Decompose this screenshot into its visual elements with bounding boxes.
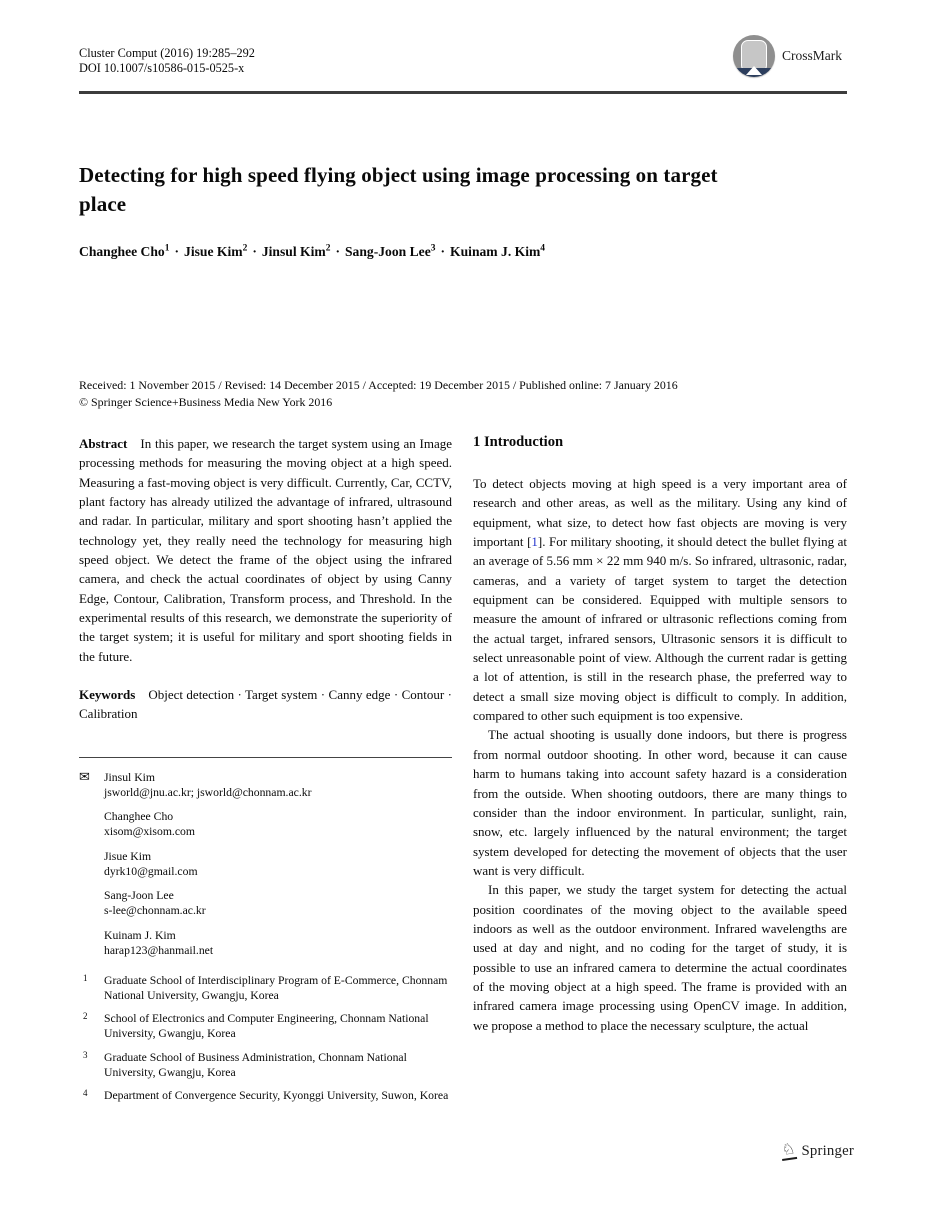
received-revised-accepted: Received: 1 November 2015 / Revised: 14 December 2015 / Accepted: 19 December 2015 / Published online: 7 January 2016 bbox=[79, 378, 678, 392]
springer-logo bbox=[780, 1139, 855, 1160]
springer-label: Springer bbox=[801, 1143, 855, 1159]
crossmark-label: CrossMark bbox=[782, 48, 842, 63]
doi: DOI 10.1007/s10586-015-0525-x bbox=[79, 61, 245, 75]
author-name: Jinsul Kim$^2$ bbox=[261, 243, 331, 259]
copyright-line: © Springer Science+Business Media New York 2016 bbox=[79, 394, 333, 409]
intro-paragraph-1: To detect objects moving at high speed is a very important area of research and other areas, as well as the military. Using any kind of equipment, what size, to detect how fast objects are moving is very important [1]. For military shooting, it should detect the bullet flying at an average of 5.56 mm × 22 mm 940 m/s. So infrared, ultrasonic, radar, cameras, and a variety of target system to target the detection equipment can be considered. Equipped with multiple sensors to measure the amount of infrared or ultrasonic reflections coming from the actual target, infrared sensors, Ultrasonic sensors it is difficult to select unreasonable point of view. Although the current radar is getting a lot of attention, is still in the research phase, the preferred way to detect a small size moving object is difficult to comply. In addition, compared to other such equipment is too expensive. bbox=[473, 476, 847, 724]
article-body bbox=[79, 434, 847, 1112]
affiliation bbox=[79, 1088, 452, 1103]
affiliation-text: Department of Convergence Security, Kyonggi University, Suwon, Korea bbox=[104, 1089, 449, 1103]
author-separator: · bbox=[252, 243, 257, 259]
contact-email: xisom@xisom.com bbox=[104, 825, 195, 839]
abstract bbox=[79, 434, 452, 666]
intro-paragraph-2: The actual shooting is usually done indoors, but there is progress from normal outdoor shooting. In other word, because it can cause harm to humans taking into account safety hazard is a consideration from the outside. When shooting outdoors, there are many things to consider than the indoor environment. In particular, sunlight, rain, snow, etc. largely influenced by the natural environment; the target system developed for detecting the movement of objects that the user want is very difficult. bbox=[473, 727, 847, 878]
contact-name: Sang-Joon Lee bbox=[104, 889, 174, 903]
affiliation-text: Graduate School of Business Administration, Chonnam National University, Gwangju, Korea bbox=[104, 1050, 407, 1079]
author-name: Sang-Joon Lee$^3$ bbox=[345, 243, 436, 259]
contact-name: Jinsul Kim bbox=[104, 770, 155, 784]
keywords bbox=[79, 685, 452, 724]
header-divider bbox=[79, 91, 847, 94]
contact-email: dyrk10@gmail.com bbox=[104, 864, 198, 878]
publication-history bbox=[79, 377, 847, 410]
contact-name: Jisue Kim bbox=[104, 849, 152, 863]
contact-entry bbox=[79, 809, 452, 839]
abstract-label: Abstract bbox=[79, 436, 128, 451]
contact-entry bbox=[79, 770, 452, 800]
affiliation-number: 1 bbox=[83, 972, 88, 983]
contact-email: jsworld@jnu.ac.kr; jsworld@chonnam.ac.kr bbox=[104, 785, 312, 799]
envelope-icon: ✉ bbox=[79, 768, 90, 784]
author-separator: · bbox=[440, 243, 446, 259]
affiliation-number: 3 bbox=[83, 1049, 88, 1060]
affiliation-text: Graduate School of Interdisciplinary Program of E-Commerce, Chonnam National University, Gwangju, Korea bbox=[104, 973, 448, 1002]
crossmark-icon bbox=[733, 35, 775, 77]
page-title: Detecting for high speed flying object using image processing on target place bbox=[79, 163, 718, 216]
affiliation bbox=[79, 1011, 452, 1041]
journal-reference bbox=[79, 46, 255, 76]
affiliations-block bbox=[79, 973, 452, 1104]
author-name: Changhee Cho$^1$ bbox=[79, 243, 170, 259]
contact-entry bbox=[79, 888, 452, 918]
affiliation bbox=[79, 973, 452, 1003]
author-list bbox=[79, 243, 847, 260]
correspondence-block bbox=[79, 757, 452, 958]
contact-entry bbox=[79, 849, 452, 879]
keywords-text: Object detection · Target system · Canny edge · Contour · Calibration bbox=[79, 687, 452, 722]
affiliation-number: 2 bbox=[83, 1011, 88, 1022]
contact-name: Changhee Cho bbox=[104, 810, 174, 824]
author-separator: · bbox=[335, 243, 340, 259]
crossmark-badge[interactable] bbox=[733, 35, 842, 77]
affiliation-text: School of Electronics and Computer Engineering, Chonnam National University, Gwangju, Korea bbox=[104, 1012, 429, 1041]
affiliation bbox=[79, 1050, 452, 1080]
section-heading-introduction: 1 Introduction bbox=[473, 434, 564, 450]
contact-entry bbox=[79, 928, 452, 958]
contact-email: harap123@hanmail.net bbox=[104, 943, 214, 957]
right-column bbox=[473, 434, 847, 1112]
author-name: Kuinam J. Kim$^4$ bbox=[450, 243, 546, 259]
journal-citation: Cluster Comput (2016) 19:285–292 bbox=[79, 46, 255, 60]
author-separator: · bbox=[174, 243, 180, 259]
intro-paragraph-3: In this paper, we study the target system for detecting the actual position coordinates of the moving object to the available speed indoors as well as the outdoor environment. Infrared wavelengths are used at day and night, and no coding for the target of study, it is possible to use an infrared camera to determine the actual coordinates of the moving object at a high speed. The frame is provided with an infrared camera image processing using OpenCV image. In addition, we propose a method to place the necessary sculpture, the actual bbox=[473, 882, 847, 1033]
keywords-label: Keywords bbox=[79, 687, 136, 703]
affiliation-number: 4 bbox=[83, 1088, 88, 1099]
left-column bbox=[79, 434, 452, 1112]
author-name: Jisue Kim$^2$ bbox=[184, 243, 248, 259]
abstract-text: In this paper, we research the target system using an Image processing methods for measuring the moving object at a high speed. Measuring a fast-moving object is very difficult. Currently, Car, CCTV, plant factory has already utilized the advantage of infrared, ultrasound and radar. In particular, military and sport shooting hasn’t applied the technology yet, they really need the technology for measuring high speed object. We detect the frame of the object using the infrared camera, and check the actual coordinates of object by using Canny Edge, Contour, Calibration, Transform process, and Threshold. In the experimental results of this research, we demonstrate the superiority of the target system; it is useful for military and sport shooting fields in the future. bbox=[79, 436, 452, 664]
springer-knight-icon: ♘ bbox=[780, 1141, 798, 1161]
citation-link-1[interactable]: 1 bbox=[531, 534, 538, 550]
contact-name: Kuinam J. Kim bbox=[104, 928, 176, 942]
contact-email: s-lee@chonnam.ac.kr bbox=[104, 904, 206, 918]
